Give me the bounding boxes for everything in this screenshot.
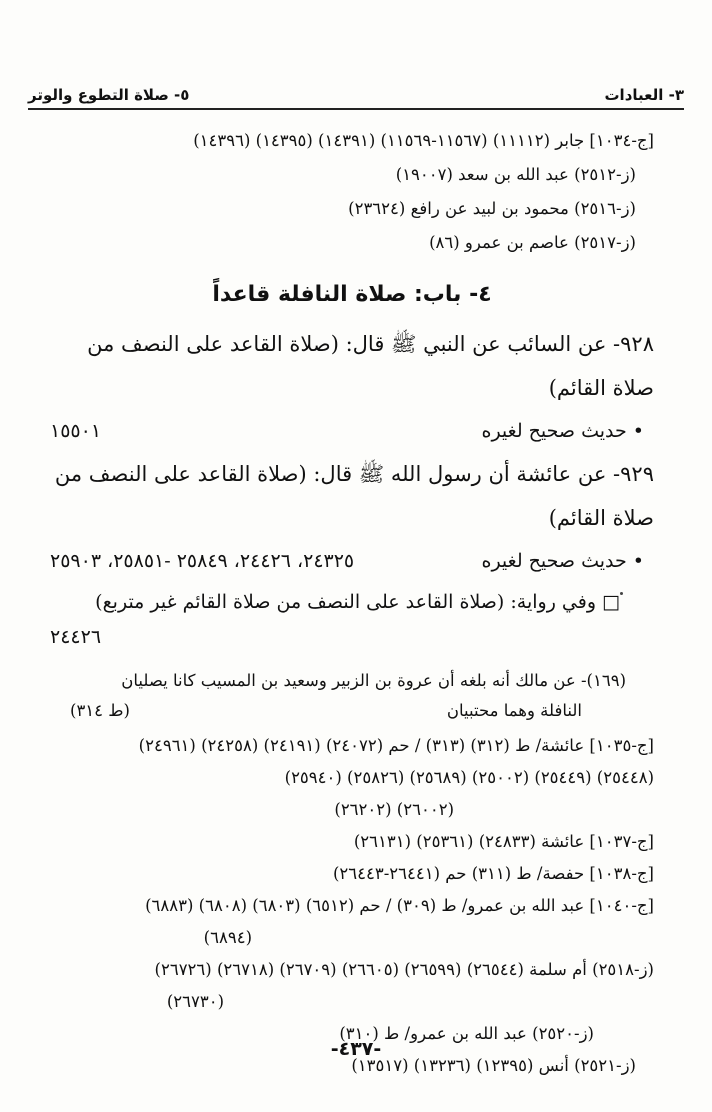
athar-169 (50, 666, 654, 726)
header-chapter-section: ٥- صلاة التطوع والوتر (28, 86, 190, 104)
variant-number: ٢٤٤٢٦ (50, 626, 102, 648)
hadith-grade: • حديث صحيح لغيره (481, 550, 644, 572)
reference-line: [ج-١٠٣٤] جابر (١١١١٢) (١١٥٦٧-١١٥٦٩) (١٤٣٩١) (١٤٣٩٥) (١٤٣٩٦) (193, 131, 654, 150)
athar-reference: (ط ٣١٤) (70, 701, 130, 720)
reference-line: (ز-٢٥١٧) عاصم بن عمرو (٨٦) (429, 233, 636, 252)
page-content (50, 124, 654, 1082)
reference-line: (ز-٢٥٢٠) عبد الله بن عمرو/ ط (٣١٠) (339, 1024, 594, 1043)
hadith-grade-row (50, 410, 654, 452)
hadith-text: ٩٢٨- عن السائب عن النبي ﷺ قال: (صلاة القاعد على النصف من صلاة القائم) (87, 332, 654, 400)
reference-line: (ز-٢٥١٦) محمود بن لبيد عن رافع (٢٣٦٢٤) (348, 199, 636, 218)
hadith-grade: • حديث صحيح لغيره (481, 420, 644, 442)
page-number: -٤٣٧- (330, 1038, 382, 1060)
running-header (28, 78, 684, 104)
reference-block-bottom (50, 730, 654, 1082)
reference-line: [ج-١٠٣٥] عائشة/ ط (٣١٢) (٣١٣) / حم (٢٤٠٧٢) (٢٤١٩١) (٢٤٢٥٨) (٢٤٩٦١) (138, 736, 654, 755)
chapter-title: ٤- باب: صلاة النافلة قاعداً (212, 282, 492, 307)
hadith-numbers: ٢٤٣٢٥، ٢٤٤٢٦، ٢٥٨٤٩ -٢٥٨٥١، ٢٥٩٠٣ (50, 550, 355, 572)
reference-block-top (50, 124, 654, 260)
header-rule (28, 108, 684, 110)
reference-line: [ج-١٠٣٨] حفصة/ ط (٣١١) حم (٢٦٤٤١-٢٦٤٤٣) (332, 864, 654, 883)
reference-line: (ز-٢٥٢١) أنس (١٢٣٩٥) (١٣٢٣٦) (١٣٥١٧) (351, 1056, 636, 1075)
reference-line: (ز-٢٥١٢) عبد الله بن سعد (١٩٠٠٧) (395, 165, 636, 184)
athar-row (50, 696, 654, 726)
reference-line: [ج-١٠٤٠] عبد الله بن عمرو/ ط (٣٠٩) / حم (٦٥١٢) (٦٨٠٣) (٦٨٠٨) (٦٨٨٣) (145, 896, 654, 915)
hadith-grade-row (50, 540, 654, 582)
reference-line: (٦٨٩٤) (203, 928, 252, 947)
athar-text-continued: النافلة وهما محتبيان (446, 701, 582, 720)
reference-line: [ج-١٠٣٧] عائشة (٢٤٨٣٣) (٢٥٣٦١) (٢٦١٣١) (353, 832, 654, 851)
athar-text: (١٦٩)- عن مالك أنه بلغه أن عروة بن الزبير وسعيد بن المسيب كانا يصليان (121, 671, 626, 690)
header-book-section: ٣- العبادات (604, 86, 684, 104)
stray-mark (620, 592, 623, 595)
reference-line: (٢٦٠٠٢) (٢٦٢٠٢) (334, 800, 454, 819)
reference-line: (ز-٢٥١٨) أم سلمة (٢٦٥٤٤) (٢٦٥٩٩) (٢٦٦٠٥) (٢٦٧٠٩) (٢٦٧١٨) (٢٦٧٢٦) (154, 960, 654, 979)
reference-line: (٢٦٧٣٠) (166, 992, 224, 1011)
hadith-929 (50, 452, 654, 652)
reference-line: (٢٥٤٤٨) (٢٥٤٤٩) (٢٥٠٠٢) (٢٥٦٨٩) (٢٥٨٢٦) (٢٥٩٤٠) (284, 768, 654, 787)
hadith-variant: □ وفي رواية: (صلاة القاعد على النصف من صلاة القائم غير متربع) (95, 591, 620, 613)
hadith-928 (50, 322, 654, 452)
hadith-numbers: ١٥٥٠١ (50, 420, 102, 442)
hadith-text: ٩٢٩- عن عائشة أن رسول الله ﷺ قال: (صلاة القاعد على النصف من صلاة القائم) (54, 462, 654, 530)
